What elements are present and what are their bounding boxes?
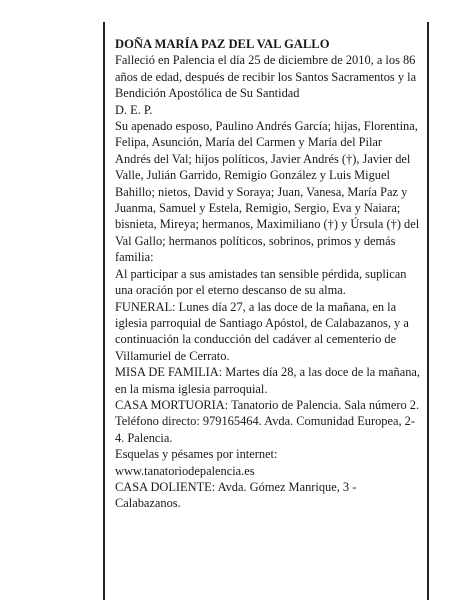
family-list: Su apenado esposo, Paulino Andrés García; hijas, Florentina, Felipa, Asunción, María del Carmen y María del Pilar Andrés del Val; hijos políticos, Javier Andrés (†), Javier del Valle, Julián Garrido, Remigio González y Luis Miguel Bahillo; nietos, David y Soraya; Juan, Vanesa, María Paz y Juanma, Samuel y Estela, Remigio, Sergio, Eva y Naiara; bisnieta, Mireya; hermanos, Maximiliano (†) y Úrsula (†) del Val Gallo; hermanos políticos, sobrinos, primos y demás familia: (115, 119, 420, 265)
mortuary-details: CASA MORTUORIA: Tanatorio de Palencia. Sala número 2. Teléfono directo: 979165464. Avda. Comunidad Europea, 2-4. Palencia. (115, 397, 420, 445)
condolences-website: www.tanatoriodepalencia.es (115, 463, 255, 478)
family-mass-details: MISA DE FAMILIA: Martes día 28, a las doce de la mañana, en la misma iglesia parroquial. (115, 365, 420, 396)
left-column-rule (103, 22, 105, 600)
rip-abbreviation: D. E. P. (115, 102, 153, 117)
funeral-details: FUNERAL: Lunes día 27, a las doce de la mañana, en la iglesia parroquial de Santiago Apóstol, de Calabazanos, y a continuación la conducción del cadáver al cementerio de Villamuriel de Cerrato. (115, 299, 409, 363)
prayer-request: Al participar a sus amistades tan sensible pérdida, suplican una oración por el eterno descanso de su alma. (115, 266, 407, 298)
right-column-rule (427, 22, 429, 600)
internet-condolences-label: Esquelas y pésames por internet: (115, 447, 278, 462)
deceased-name-heading: DOÑA MARÍA PAZ DEL VAL GALLO (115, 37, 330, 51)
death-announcement: Falleció en Palencia el día 25 de diciembre de 2010, a los 86 años de edad, después de recibir los Santos Sacramentos y la Bendición Apostólica de Su Santidad (115, 53, 417, 101)
mourning-house-details: CASA DOLIENTE: Avda. Gómez Manrique, 3 - Calabazanos. (115, 479, 357, 511)
obituary-notice (115, 36, 420, 512)
